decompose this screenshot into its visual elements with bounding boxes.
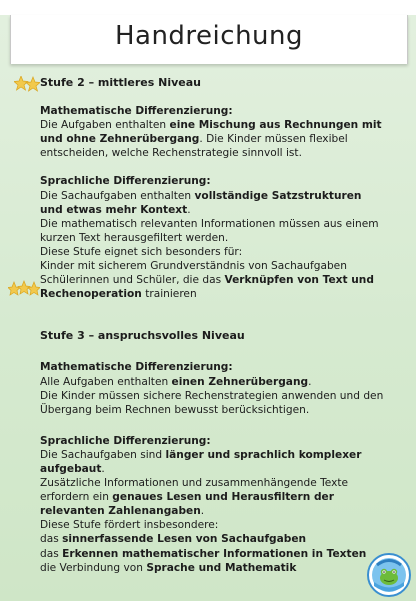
text-segment: Die Sachaufgaben enthalten	[40, 189, 195, 202]
bold-text-segment: genaues Lesen und Herausfiltern der relevanten Zahlenangaben	[40, 491, 334, 518]
frog-logo-icon	[367, 553, 411, 597]
level-3-math-heading: Mathematische Differenzierung:	[40, 361, 233, 374]
level-3-math-text-1	[40, 375, 385, 389]
level-3-heading: Stufe 3 – anspruchsvolles Niveau	[40, 329, 245, 343]
title-banner	[10, 15, 408, 64]
bold-text-segment: Verknüpfen von Text und Rechenoperation	[40, 274, 374, 301]
level-2-language-text-3: Diese Stufe eignet sich besonders für:	[40, 245, 243, 258]
bold-text-segment: sinnerfassende Lesen von Sachaufgaben	[62, 533, 307, 546]
level-2-language-text-4: Kinder mit sicherem Grundverständnis von Sachaufgaben	[40, 260, 347, 273]
level-2-language-text-1	[40, 189, 385, 217]
level-3-language-text-2	[40, 476, 385, 518]
level-2-math-heading: Mathematische Differenzierung:	[40, 105, 233, 118]
bold-text-segment: länger und sprachlich komplexer aufgebaut	[40, 448, 362, 475]
bold-text-segment: Sprache und Mathematik	[146, 561, 297, 574]
text-segment: .	[101, 462, 105, 475]
text-segment: trainieren	[141, 288, 197, 301]
text-segment: Die Sachaufgaben sind	[40, 448, 166, 461]
level-3-language-text-5	[40, 547, 385, 561]
text-segment: .	[308, 375, 312, 388]
level-3-language-text-6	[40, 561, 385, 575]
level-3-language-text-1	[40, 448, 385, 476]
bold-text-segment: Erkennen mathematischer Informationen in Texten	[62, 547, 367, 560]
text-segment: .	[200, 505, 205, 518]
level-3-language-text-3: Diese Stufe fördert insbesondere:	[40, 519, 219, 532]
text-segment: die Verbindung von	[40, 561, 147, 574]
level-2-language-text-5	[40, 273, 385, 301]
text-segment: Schülerinnen und Schüler, die das	[40, 274, 225, 287]
level-2-heading: Stufe 2 – mittleres Niveau	[40, 76, 202, 89]
level-3-language-text-4	[40, 532, 385, 546]
text-segment: das	[40, 533, 63, 546]
page-title: Handreichung	[114, 21, 304, 51]
two-stars-icon	[14, 76, 40, 92]
bold-text-segment: eine Mischung aus Rechnungen mit und ohne Zehnerübergang	[40, 119, 382, 146]
level-2-language-text-2: Die mathematisch relevanten Informationen müssen aus einem kurzen Text herausgefiltert werden.	[40, 217, 379, 244]
bold-text-segment: vollständige Satzstrukturen und etwas mehr Kontext	[40, 189, 362, 216]
text-segment: Alle Aufgaben enthalten	[40, 375, 172, 388]
three-stars-icon	[8, 280, 40, 298]
level-3-language-heading: Sprachliche Differenzierung:	[40, 434, 211, 447]
text-segment: .	[187, 203, 191, 216]
bold-text-segment: einen Zehnerübergang	[171, 375, 309, 388]
text-segment: das	[40, 547, 63, 560]
text-segment: Zusätzliche Informationen und zusammenhängende Texte erfordern ein	[40, 477, 349, 504]
level-2-language-heading: Sprachliche Differenzierung:	[40, 175, 211, 188]
level-2-math-text	[40, 118, 385, 160]
content-body	[40, 76, 385, 575]
level-3-math-text-2: Die Kinder müssen sichere Rechenstrategien anwenden und den Übergang beim Rechnen bewusst berücksichtigen.	[40, 389, 384, 416]
text-segment: . Die Kinder müssen flexibel entscheiden, welche Rechenstrategie sinnvoll ist.	[40, 133, 348, 160]
text-segment: Die Aufgaben enthalten	[40, 119, 170, 132]
top-margin	[0, 0, 416, 15]
